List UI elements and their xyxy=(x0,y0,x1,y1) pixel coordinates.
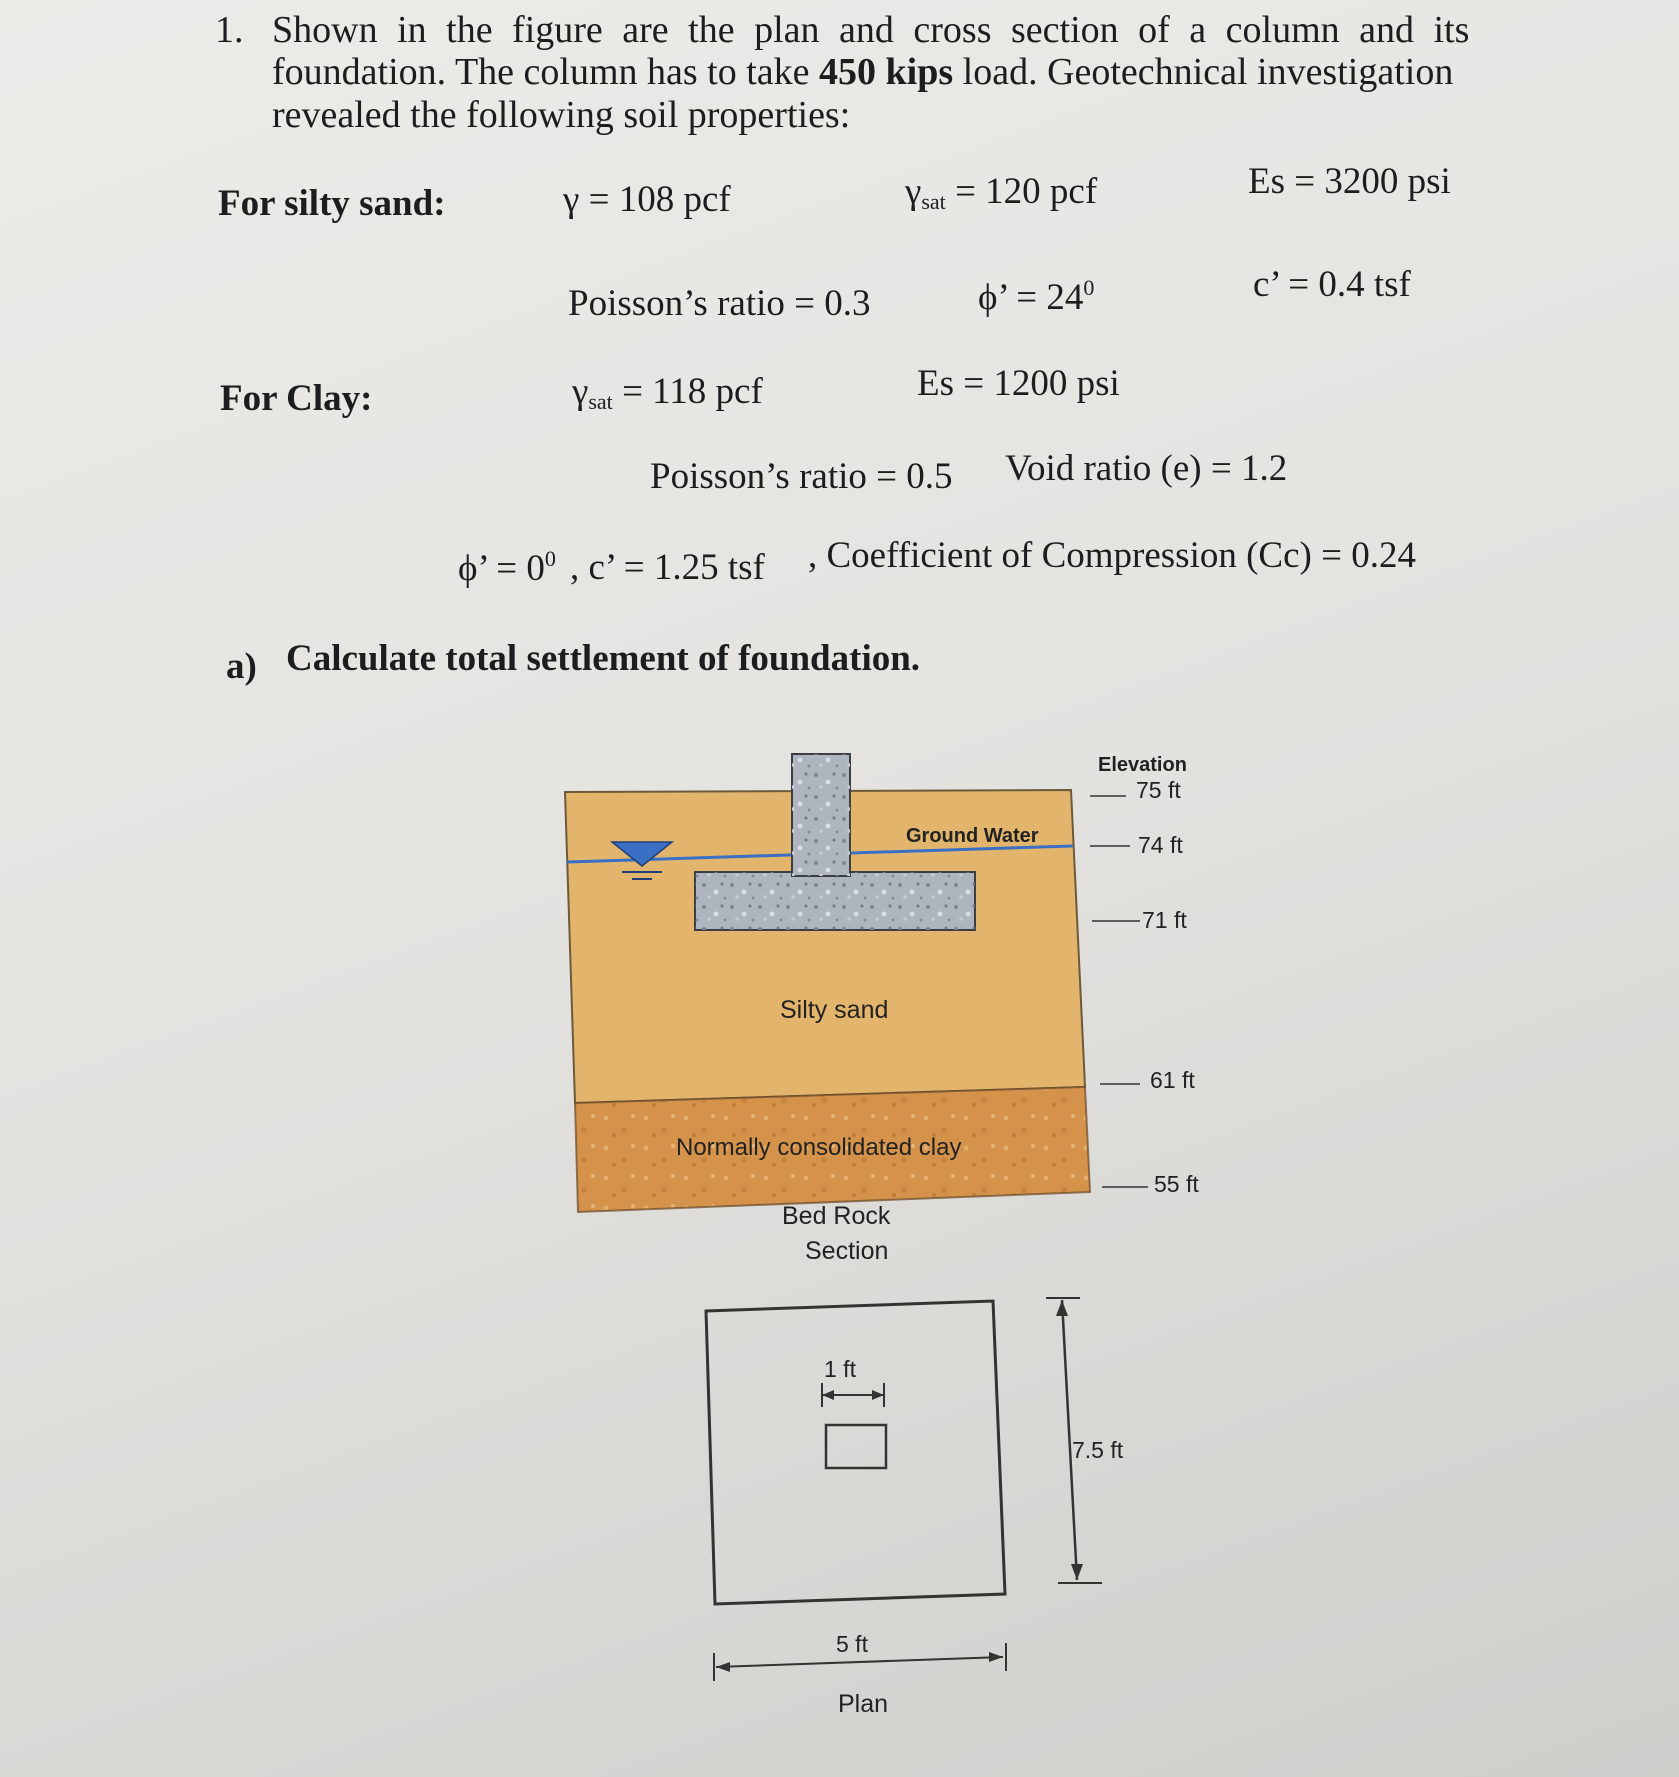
phi-degree: 0 xyxy=(1083,275,1095,300)
column-width-label: 1 ft xyxy=(824,1356,856,1382)
gamma-sat-value: = 120 pcf xyxy=(945,171,1098,212)
arrow-down-icon xyxy=(1071,1564,1083,1580)
elev-71-label: 71 ft xyxy=(1142,907,1187,933)
clay-poisson: Poisson’s ratio = 0.5 xyxy=(650,456,953,497)
footing-width-dim-line xyxy=(716,1657,1003,1667)
sat-subscript: sat xyxy=(921,189,946,214)
question-number: 1. xyxy=(215,9,244,51)
silty-sand-layer-label: Silty sand xyxy=(780,996,889,1024)
silty-sand-poisson: Poisson’s ratio = 0.3 xyxy=(568,283,871,324)
arrow-right-icon xyxy=(872,1390,884,1400)
column-texture xyxy=(792,754,850,876)
section-caption: Section xyxy=(805,1237,889,1265)
clay-es: Es = 1200 psi xyxy=(917,363,1120,404)
gamma-symbol: γ xyxy=(905,171,922,212)
arrow-right-icon xyxy=(989,1652,1003,1662)
arrow-left-icon xyxy=(716,1662,730,1672)
elevation-header: Elevation xyxy=(1098,754,1187,776)
part-a-label: a) xyxy=(226,646,257,687)
silty-sand-label: For silty sand: xyxy=(218,183,446,224)
question-line-1: Shown in the figure are the plan and cross section of a column and its xyxy=(272,9,1470,51)
footing-texture xyxy=(695,872,975,930)
arrow-up-icon xyxy=(1056,1300,1068,1316)
part-a-text: Calculate total settlement of foundation. xyxy=(286,638,921,679)
clay-c: , c’ = 1.25 tsf xyxy=(570,547,765,588)
plan-caption: Plan xyxy=(838,1690,889,1718)
phi-base: ϕ’ = 0 xyxy=(458,548,545,589)
ground-water-label: Ground Water xyxy=(906,825,1039,847)
elev-61-label: 61 ft xyxy=(1150,1067,1195,1093)
clay-layer-label: Normally consolidated clay xyxy=(676,1134,962,1161)
phi-degree: 0 xyxy=(544,546,556,571)
question-line-3: revealed the following soil properties: xyxy=(272,94,851,136)
clay-cc: , Coefficient of Compression (Cc) = 0.24 xyxy=(808,535,1416,576)
elev-75-label: 75 ft xyxy=(1136,777,1181,803)
load-value: 450 kips xyxy=(819,51,954,93)
bed-rock-label: Bed Rock xyxy=(782,1202,891,1230)
elev-55-label: 55 ft xyxy=(1154,1171,1199,1197)
column-plan-square xyxy=(826,1425,886,1468)
gamma-sat-value: = 118 pcf xyxy=(612,371,763,412)
gamma-symbol: γ xyxy=(572,371,589,412)
silty-sand-es: Es = 3200 psi xyxy=(1248,161,1451,202)
question-line-2-post: load. Geotechnical investigation xyxy=(953,51,1454,93)
elev-74-label: 74 ft xyxy=(1138,832,1183,858)
plan-figure xyxy=(706,1298,1124,1718)
arrow-left-icon xyxy=(822,1390,834,1400)
clay-label: For Clay: xyxy=(220,378,373,419)
silty-sand-gamma: γ = 108 pcf xyxy=(563,179,731,220)
footing-width-label: 5 ft xyxy=(836,1631,868,1657)
footing-length-label: 7.5 ft xyxy=(1072,1437,1124,1463)
phi-base: ϕ’ = 24 xyxy=(978,277,1084,318)
silty-sand-c: c’ = 0.4 tsf xyxy=(1253,264,1411,305)
sat-subscript: sat xyxy=(588,389,613,414)
footing-plan-outline xyxy=(706,1301,1005,1604)
section-figure xyxy=(565,754,1199,1265)
clay-void-ratio: Void ratio (e) = 1.2 xyxy=(1005,448,1288,489)
question-line-2-pre: foundation. The column has to take xyxy=(272,51,820,93)
